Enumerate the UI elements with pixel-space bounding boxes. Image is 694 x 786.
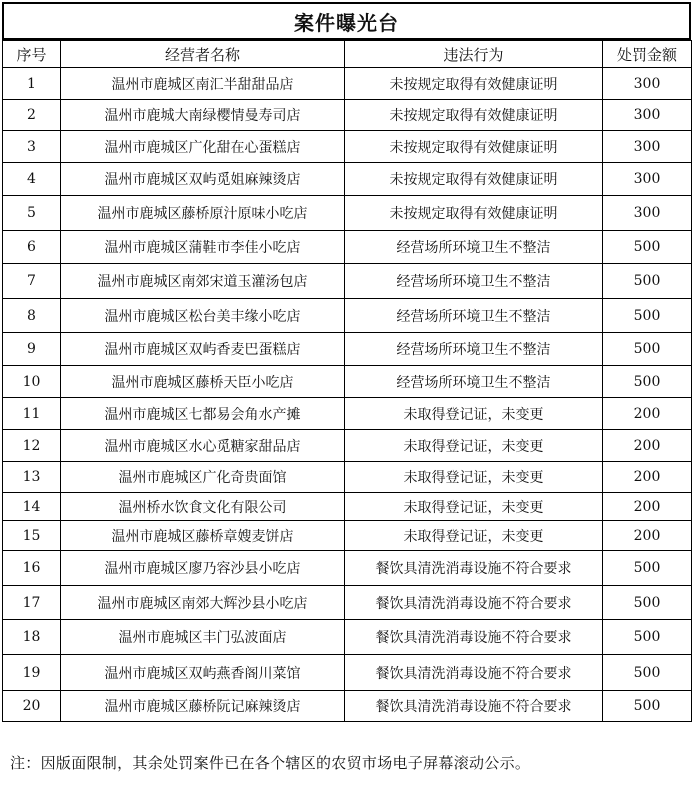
table-row	[3, 264, 692, 299]
violation: 未按规定取得有效健康证明	[345, 163, 603, 196]
violation: 未按规定取得有效健康证明	[345, 131, 603, 163]
fine-amount: 500	[603, 366, 692, 398]
table-row	[3, 462, 692, 493]
violation: 经营场所环境卫生不整洁	[345, 366, 603, 398]
violation: 未取得登记证，未变更	[345, 430, 603, 462]
violation: 餐饮具清洗消毒设施不符合要求	[345, 620, 603, 655]
row-index: 20	[3, 691, 61, 722]
row-index: 9	[3, 333, 61, 366]
violation: 餐饮具清洗消毒设施不符合要求	[345, 655, 603, 691]
row-index: 8	[3, 299, 61, 333]
table-row	[3, 131, 692, 163]
operator-name: 温州桥水饮食文化有限公司	[61, 493, 345, 521]
table-row	[3, 366, 692, 398]
violation: 餐饮具清洗消毒设施不符合要求	[345, 586, 603, 620]
violation: 餐饮具清洗消毒设施不符合要求	[345, 691, 603, 722]
row-index: 12	[3, 430, 61, 462]
row-index: 4	[3, 163, 61, 196]
operator-name: 温州市鹿城区南汇半甜甜品店	[61, 68, 345, 100]
table-row	[3, 163, 692, 196]
fine-amount: 200	[603, 430, 692, 462]
violation: 未取得登记证，未变更	[345, 493, 603, 521]
fine-amount: 200	[603, 462, 692, 493]
violation: 未按规定取得有效健康证明	[345, 196, 603, 231]
row-index: 18	[3, 620, 61, 655]
operator-name: 温州市鹿城区广化奇贵面馆	[61, 462, 345, 493]
violation: 未按规定取得有效健康证明	[345, 100, 603, 131]
table-row	[3, 398, 692, 430]
row-index: 17	[3, 586, 61, 620]
row-index: 5	[3, 196, 61, 231]
column-header-violation: 违法行为	[345, 41, 603, 68]
violation: 经营场所环境卫生不整洁	[345, 264, 603, 299]
table-row	[3, 430, 692, 462]
row-index: 15	[3, 521, 61, 551]
fine-amount: 300	[603, 196, 692, 231]
operator-name: 温州市鹿城区松台美丰缘小吃店	[61, 299, 345, 333]
operator-name: 温州市鹿城区丰门弘波面店	[61, 620, 345, 655]
operator-name: 温州市鹿城区双屿香麦巴蛋糕店	[61, 333, 345, 366]
fine-amount: 500	[603, 655, 692, 691]
row-index: 10	[3, 366, 61, 398]
table-row	[3, 493, 692, 521]
row-index: 14	[3, 493, 61, 521]
fine-amount: 200	[603, 521, 692, 551]
fine-amount: 500	[603, 586, 692, 620]
fine-amount: 500	[603, 551, 692, 586]
table-header-row	[3, 41, 692, 68]
operator-name: 温州市鹿城区藤桥阮记麻辣烫店	[61, 691, 345, 722]
row-index: 11	[3, 398, 61, 430]
fine-amount: 500	[603, 299, 692, 333]
operator-name: 温州市鹿城区南郊大辉沙县小吃店	[61, 586, 345, 620]
operator-name: 温州市鹿城区蒲鞋市李佳小吃店	[61, 231, 345, 264]
footnote: 注：因版面限制，其余处罚案件已在各个辖区的农贸市场电子屏幕滚动公示。	[10, 754, 531, 772]
operator-name: 温州市鹿城区广化甜在心蛋糕店	[61, 131, 345, 163]
table-row	[3, 691, 692, 722]
operator-name: 温州市鹿城区七都易会角水产摊	[61, 398, 345, 430]
violation: 经营场所环境卫生不整洁	[345, 299, 603, 333]
table-row	[3, 521, 692, 551]
fine-amount: 200	[603, 493, 692, 521]
table-row	[3, 333, 692, 366]
fine-amount: 300	[603, 68, 692, 100]
operator-name: 温州市鹿城区藤桥天臣小吃店	[61, 366, 345, 398]
operator-name: 温州市鹿城区双屿燕香阁川菜馆	[61, 655, 345, 691]
row-index: 16	[3, 551, 61, 586]
fine-amount: 500	[603, 620, 692, 655]
table-row	[3, 620, 692, 655]
operator-name: 温州市鹿城区藤桥原汁原味小吃店	[61, 196, 345, 231]
fine-amount: 500	[603, 264, 692, 299]
operator-name: 温州市鹿城大南绿樱情曼寿司店	[61, 100, 345, 131]
table-row	[3, 551, 692, 586]
column-header-operator: 经营者名称	[61, 41, 345, 68]
row-index: 6	[3, 231, 61, 264]
operator-name: 温州市鹿城区双屿觅姐麻辣烫店	[61, 163, 345, 196]
row-index: 7	[3, 264, 61, 299]
table-row	[3, 299, 692, 333]
violation: 经营场所环境卫生不整洁	[345, 333, 603, 366]
fine-amount: 200	[603, 398, 692, 430]
row-index: 13	[3, 462, 61, 493]
row-index: 3	[3, 131, 61, 163]
row-index: 2	[3, 100, 61, 131]
operator-name: 温州市鹿城区水心觅糖家甜品店	[61, 430, 345, 462]
operator-name: 温州市鹿城区廖乃容沙县小吃店	[61, 551, 345, 586]
column-header-fine: 处罚金额	[603, 41, 692, 68]
violation: 未取得登记证，未变更	[345, 521, 603, 551]
case-exposure-board	[2, 2, 691, 722]
operator-name: 温州市鹿城区南郊宋道玉灌汤包店	[61, 264, 345, 299]
table-row	[3, 586, 692, 620]
page-title: 案件曝光台	[2, 2, 691, 40]
fine-amount: 500	[603, 691, 692, 722]
violation: 未取得登记证，未变更	[345, 462, 603, 493]
case-table	[2, 40, 692, 722]
table-row	[3, 231, 692, 264]
fine-amount: 300	[603, 163, 692, 196]
column-header-index: 序号	[3, 41, 61, 68]
violation: 经营场所环境卫生不整洁	[345, 231, 603, 264]
operator-name: 温州市鹿城区藤桥章嫂麦饼店	[61, 521, 345, 551]
fine-amount: 500	[603, 231, 692, 264]
fine-amount: 300	[603, 100, 692, 131]
fine-amount: 500	[603, 333, 692, 366]
violation: 餐饮具清洗消毒设施不符合要求	[345, 551, 603, 586]
table-row	[3, 100, 692, 131]
violation: 未按规定取得有效健康证明	[345, 68, 603, 100]
table-row	[3, 68, 692, 100]
table-body	[3, 68, 692, 722]
row-index: 1	[3, 68, 61, 100]
table-row	[3, 655, 692, 691]
row-index: 19	[3, 655, 61, 691]
fine-amount: 300	[603, 131, 692, 163]
table-row	[3, 196, 692, 231]
violation: 未取得登记证，未变更	[345, 398, 603, 430]
